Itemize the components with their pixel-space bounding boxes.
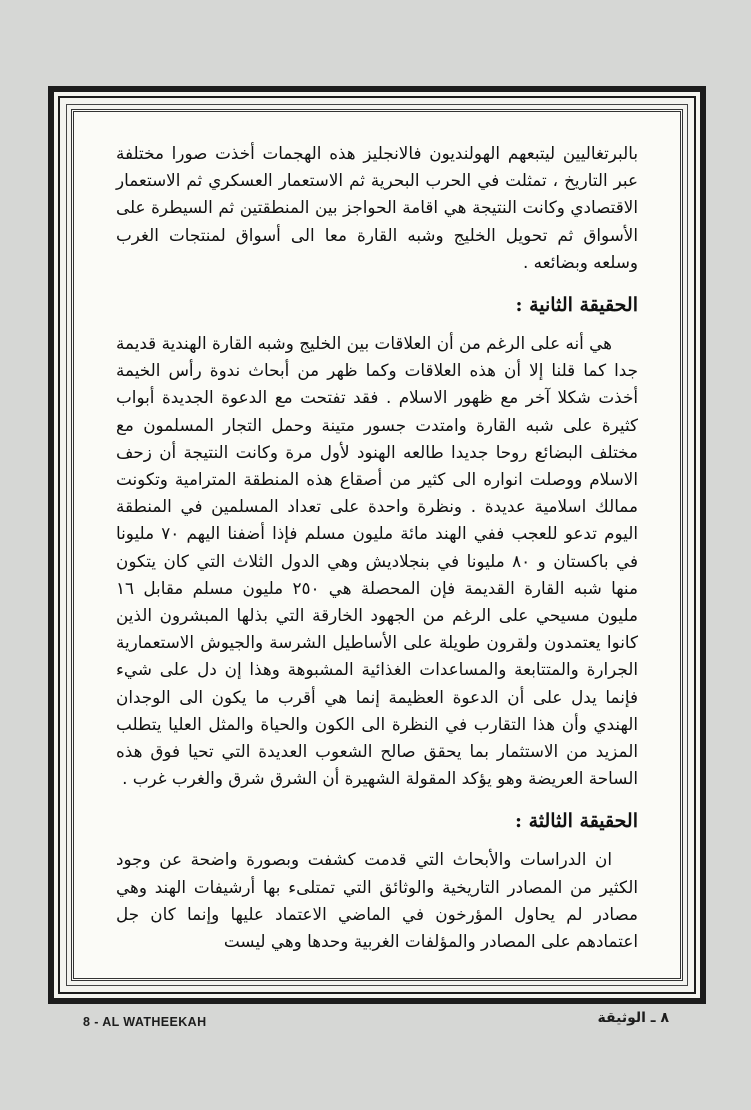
heading-second-fact: الحقيقة الثانية : <box>515 294 638 317</box>
footer-page-label-ar: ٨ ـ الوثيقة <box>597 1010 669 1026</box>
page-frame <box>48 86 706 1004</box>
heading-third-fact: الحقيقة الثالثة : <box>514 810 638 833</box>
article-body <box>116 140 638 958</box>
paragraph-1: بالبرتغاليين ليتبعهم الهولنديون فالانجليز هذه الهجمات أخذت صورا مختلفة عبر التاريخ ، تمثلت في الحرب البحرية ثم الاستعمار العسكري ثم الاستعمار الاقتصادي وكانت النتيجة هي اقامة الحواجز بين المنطقتين ثم السيطرة على الأسواق ثم تحويل الخليج وشبه القارة معا الى أسواق لمنتجات الغرب وسلعه وبضائعه . <box>116 143 638 272</box>
paragraph-3: ان الدراسات والأبحاث التي قدمت كشفت وبصورة واضحة عن وجود الكثير من المصادر التاريخية والوثائق التي تمتلىء بها أرشيفات الهند وهي مصادر لم يحاول المؤرخون في الماضي الاعتماد عليها وإنما كان جل اعتمادهم على المصادر والمؤلفات الغربية وحدها وهي ليست <box>116 849 638 952</box>
paragraph-2: هي أنه على الرغم من أن العلاقات بين الخليج وشبه القارة الهندية قديمة جدا كما قلنا إلا أن هذه العلاقات وكما ظهر من أبحاث ندوة رأس الخيمة أخذت شكلا آخر مع ظهور الاسلام . فقد تفتحت مع الدعوة الجديدة أبواب كثيرة على شبه القارة وامتدت جسور متينة وحمل التجار المسلمون مع مختلف البضائع روحا جديدا طالعه الهنود لأول مرة وكانت النتيجة أن زحف الاسلام ووصلت انواره الى كثير من أصقاع هذه المنطقة المترامية وتكونت ممالك اسلامية عديدة . ونظرة واحدة على تعداد المسلمين في المنطقة اليوم تدعو للعجب ففي الهند مائة مليون مسلم فإذا أضفنا اليهم ٧٠ مليونا في باكستان و ٨٠ مليونا في بنجلاديش وهي الدول الثلاث التي كان يتكون منها شبه القارة القديمة فإن المحصلة هي ٢٥٠ مليون مسلم مقابل ١٦ مليون مسيحي على الرغم من الجهود الخارقة التي بذلها المبشرون الذين كانوا يعتمدون ولقرون طويلة على الأساطيل الشرسة والجيوش الاستعمارية الجرارة والمتتابعة والمساعدات الغذائية المشبوهة وهذا إن دل على شيء فإنما يدل على أن الدعوة العظيمة إنما هي أقرب ما يكون الى الوجدان الهندي وأن هذا التقارب في النظرة الى الكون والحياة والمثل العليا يتطلب المزيد من الاستثمار بما يحقق صالح الشعوب العديدة التي تحيا فوق هذه الساحة العريضة وهو يؤكد المقولة الشهيرة أن الشرق شرق والغرب غرب . <box>116 333 638 789</box>
footer-page-label-en: 8 - AL WATHEEKAH <box>83 1015 207 1029</box>
